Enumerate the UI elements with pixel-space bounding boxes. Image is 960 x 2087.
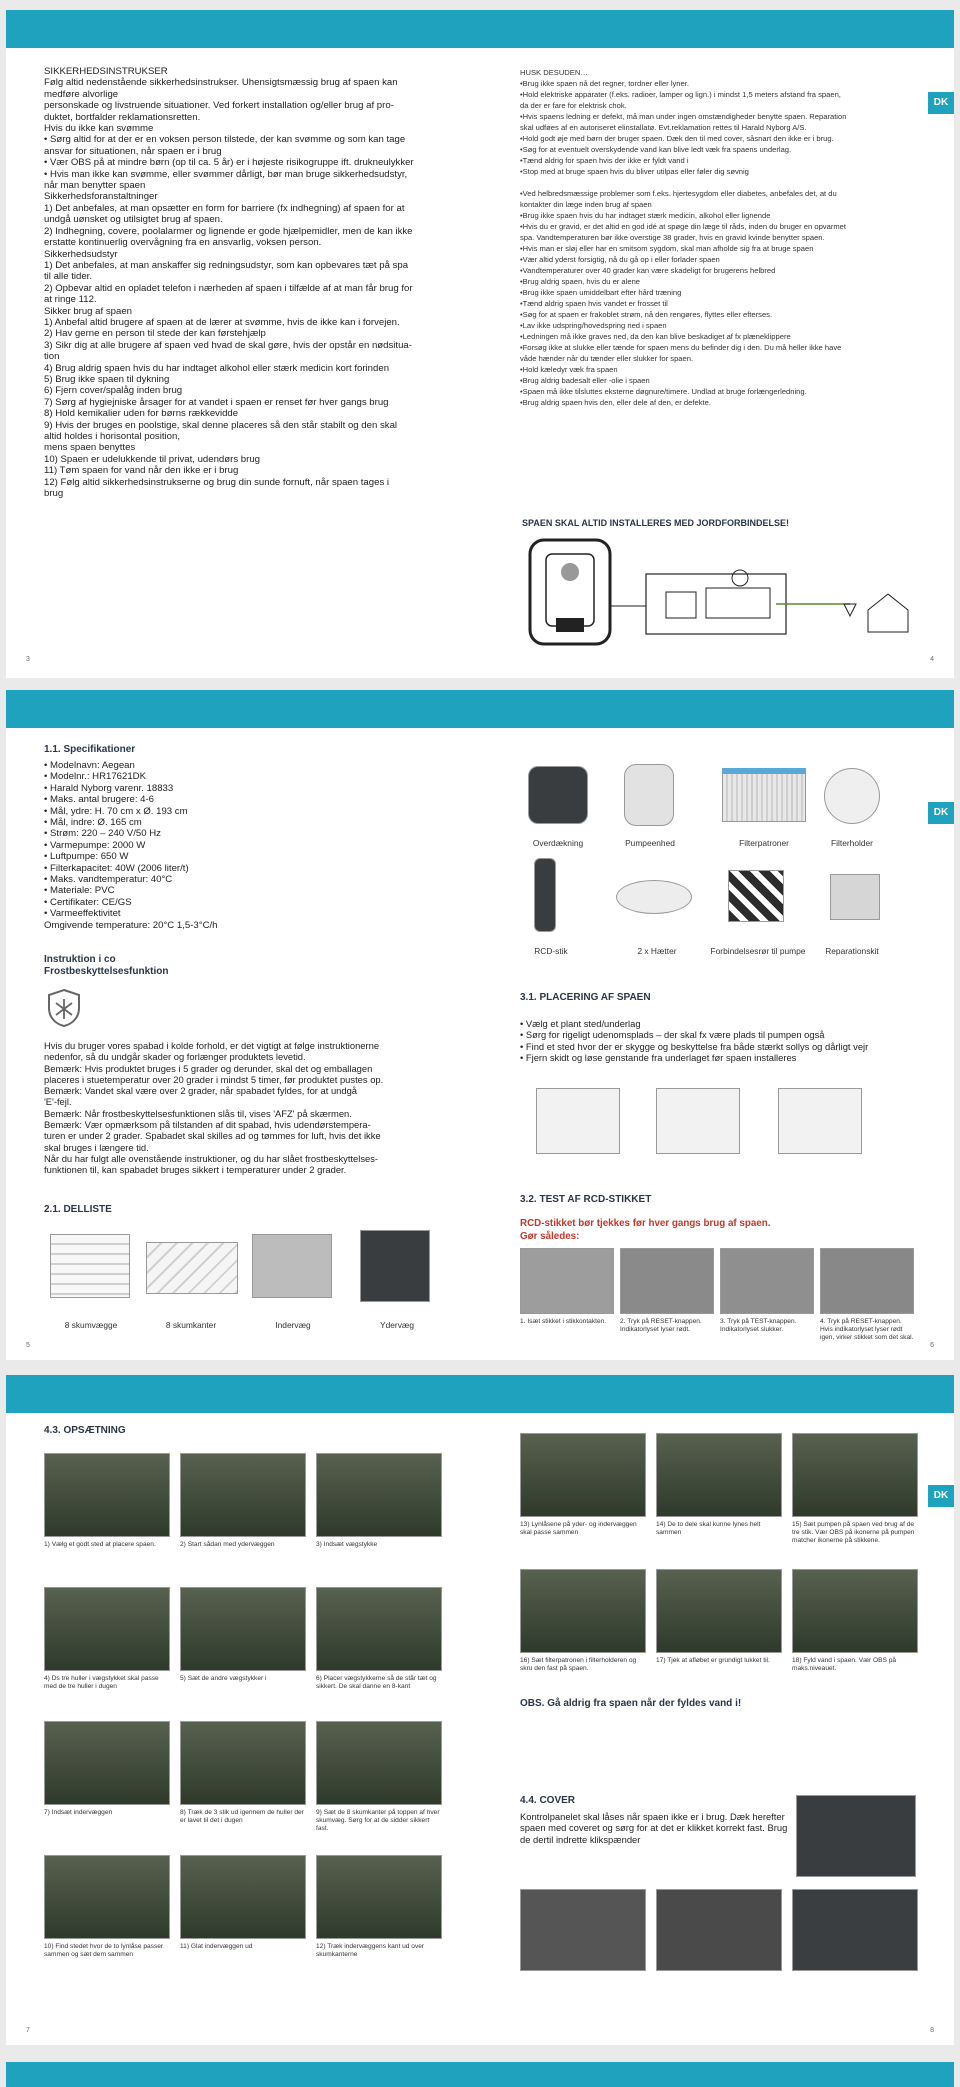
spec-line: • Mål, indre: Ø. 165 cm [44,817,142,829]
frost-instructions [44,1040,434,1176]
cover-image-main [796,1795,916,1877]
rcd-title: 3.2. TEST AF RCD-STIKKET [520,1194,652,1205]
setup-step-caption: 5) Sæt de andre vægstykker i [180,1675,267,1682]
header-bar [6,690,954,728]
frost-line: funktionen til, kan spabadet bruges sikkert i temperaturer under 2 grader. [44,1164,347,1176]
setup-step-photo [180,1721,306,1805]
part-label-2: Indervæg [275,1320,311,1330]
safety-line: 5) Brug ikke spaen til dykning [44,373,170,385]
setup-title: 4.3. OPSÆTNING [44,1425,126,1436]
spec-line: • Filterkapacitet: 40W (2006 liter/t) [44,862,189,874]
remember-line: •Hold elektriske apparater (f.eks. radioer, lamper og lign.) i mindst 1,5 meters afstand fra spaen, [520,90,841,99]
dk-tab: DK [928,92,954,114]
setup-step-photo [316,1721,442,1805]
remember-line: •Hold godt øje med børn der bruger spaen. Dæk den til med cover, såsnart den ikke er i brug. [520,134,834,143]
setup-step-photo [180,1855,306,1939]
spec-line: • Strøm: 220 – 240 V/50 Hz [44,828,161,840]
placement-image-1 [536,1088,620,1154]
safety-line: 1) Anbefal altid brugere af spaen at de lærer at svømme, hvis de ikke kan i forvejen. [44,316,400,328]
setup-step-photo [44,1855,170,1939]
remember-line: •Forsøg ikke at slukke eller tænde for spaen mens du befinder dig i den. Du må heller ikke have [520,343,842,352]
setup-step-caption: 6) Placer vægstykkerne så de står tæt og sikkert. De skal danne en 8-kant [316,1675,437,1690]
remember-line: •Brug ikke spaen umiddelbart efter hård træning [520,288,682,297]
safety-line: 2) Opbevar altid en opladet telefon i nærheden af spaen i tilfælde af at man får brug for [44,282,413,294]
placement-list [520,1018,940,1064]
remember-line: •Hvis man er sløj eller har en smitsom sygdom, skal man afholde sig fra at bruge spaen [520,244,814,253]
page-number-6: 6 [930,1342,934,1349]
spread-specifications [6,690,954,1360]
pump-image [624,764,674,826]
cover-text [520,1811,820,1845]
placement-line: • Vælg et plant sted/underlag [520,1018,641,1029]
rcd-step-caption-1: 1. Isæt stikket i stikkontakten. [520,1318,607,1325]
remember-line: da der er fare for elektrisk chok. [520,101,627,110]
setup-step-photo [180,1453,306,1537]
part-label-3: Ydervæg [380,1320,414,1330]
filter-holder-image [824,768,880,824]
setup-step-caption: 1) Vælg et godt sted at placere spaen. [44,1541,156,1548]
rcd-step-caption-3: 3. Tryk på TEST-knappen. Indikatorlyset slukker. [720,1318,797,1333]
cover-title: 4.4. COVER [520,1795,576,1806]
spec-line: • Varmepumpe: 2000 W [44,839,146,851]
spec-line: • Mål, ydre: H. 70 cm x Ø. 193 cm [44,805,188,817]
cover-line: spaen med coveret og sørg for at det er klikket korrekt fast. Brug [520,1822,788,1834]
safety-line: 10) Spaen er udelukkende til privat, udendørs brug [44,453,260,465]
setup-step-caption: 17) Tjek at afløbet er grundigt lukket til. [656,1657,770,1664]
safety-line: • Vær OBS på at mindre børn (op til ca. 5 år) er i højeste risikogruppe ift. drukneulykker [44,157,414,169]
remember-line: •Vandtemperaturer over 40 grader kan være skadeligt for brugerens helbred [520,266,776,275]
foam-edges-image [146,1242,238,1294]
setup-step-caption: 3) Indsæt vægstykke [316,1541,378,1548]
page-number-3: 3 [26,656,30,663]
cover-line: de dertil indrette klikspænder [520,1833,641,1845]
spec-line: • Materiale: PVC [44,885,115,897]
safety-line: 1) Det anbefales, at man anskaffer sig redningsudstyr, som kan opbevares tæt på spa [44,259,409,271]
part-label-1: 8 skumkanter [165,1320,217,1330]
safety-line: Sikkerhedsudstyr [44,248,118,260]
setup-step-photo [520,1569,646,1653]
remember-line: •Lav ikke udspring/hovedspring ned i spaen [520,321,667,330]
placement-title: 3.1. PLACERING AF SPAEN [520,992,651,1003]
spec-line: • Luftpumpe: 650 W [44,851,129,863]
safety-line: 6) Fjern cover/spalåg inden brug [44,385,183,397]
grounding-title: SPAEN SKAL ALTID INSTALLERES MED JORDFORBINDELSE! [522,518,790,528]
setup-step-photo [656,1433,782,1517]
safety-line: SIKKERHEDSINSTRUKSER [44,66,168,77]
cover-line: Kontrolpanelet skal låses når spaen ikke er i brug. Dæk herefter [520,1811,785,1822]
frost-line: Bemærk: Vær opmærksom på tilstanden af dit spabad, hvis udendørstempera- [44,1119,371,1131]
frost-line: Bemærk: Hvis produktet bruges i 5 grader og derunder, skal det og emballagen [44,1062,373,1074]
filter-cartridges-image [722,768,806,822]
accessory-label-3: Filterholder [831,838,873,848]
setup-step-caption: 8) Træk de 3 stik ud igennem de huller der er lavet til det i dugen [180,1809,304,1824]
cover-image-3 [792,1889,918,1971]
setup-step-photo [44,1453,170,1537]
cover-image [528,766,588,824]
safety-line: 7) Sørg af hygiejniske årsager for at vandet i spaen er renset før hver gangs brug [44,396,389,408]
frost-line: skal bruges i længere tid. [44,1141,149,1153]
parts-title: 2.1. DELLISTE [44,1204,112,1215]
safety-line: 2) Indhegning, covere, poolalarmer og lignende er gode hjælpemidler, men de kan ikke [44,225,413,237]
remember-line: •Tænd aldrig for spaen hvis der ikke er fyldt vand i [520,156,689,165]
frost-line: 'E'-fejl. [44,1096,72,1108]
safety-line: undgå uønsket og utilsigtet brug af spaen. [44,214,223,226]
accessory-label-4: RCD-stik [534,946,568,956]
spec-line: • Harald Nyborg varenr. 18833 [44,782,174,794]
rcd-warning-2: Gør således: [520,1231,580,1242]
safety-line: 11) Tøm spaen for vand når den ikke er i brug [44,465,239,477]
safety-line: til alle tider. [44,271,92,283]
safety-line: 4) Brug aldrig spaen hvis du har indtaget alkohol eller stærk medicin kort forinden [44,362,390,374]
remember-line: HUSK DESUDEN… [520,68,588,77]
safety-line: mens spaen benyttes [44,442,136,454]
safety-line: tion [44,351,60,363]
header-bar [6,10,954,48]
remember-line: •Hold kæledyr væk fra spaen [520,365,618,374]
cover-image-1 [520,1889,646,1971]
frost-line: Hvis du bruger vores spabad i kolde forhold, er det vigtigt at følge instruktionerne [44,1040,380,1051]
safety-line: • Hvis man ikke kan svømme, eller svømmer dårligt, bør man bruge sikkerhedsudstyr, [44,168,408,180]
remember-also-list [520,68,920,409]
remember-line: kontakter din læge inden brug af spaen [520,200,652,209]
frost-line: placeres i stuetemperatur over 20 grader i mindst 5 timer, før produktet pustes op. [44,1073,384,1085]
remember-line: •Ledningen må ikke graves ned, da den kan blive beskadiget af fx plæneklippere [520,332,791,341]
remember-line: •Brug aldrig spaen hvis den, eller dele af den, er defekte. [520,398,711,407]
safety-line: 2) Hav gerne en person til stede der kan førstehjælp [44,328,266,340]
setup-step-caption: 15) Sæt pumpen på spaen ved brug af de tre stik. Vær OBS på ikonerne på pumpen matcher ikonerne på stikkene. [792,1521,915,1544]
safety-line: Sikker brug af spaen [44,305,132,317]
setup-step-caption: 16) Sæt filterpatronen i filterholderen og skru den fast på spaen. [520,1657,637,1672]
safety-line: 1) Det anbefales, at man opsætter en form for barriere (fx indhegning) af spaen for at [44,202,405,214]
accessory-label-2: Filterpatroner [739,838,789,848]
remember-line: •Brug aldrig spaen, hvis du er alene [520,277,641,286]
accessory-label-6: Forbindelsesrør til pumpe [710,946,806,956]
outer-wall-image [360,1230,430,1302]
setup-step-caption: 18) Fyld vand i spaen. Vær OBS på maks.niveauet. [792,1657,897,1672]
rcd-step-image-4 [820,1248,914,1314]
safety-line: 3) Sikr dig at alle brugere af spaen ved hvad de skal gøre, hvis der opstår en nødsitua- [44,339,412,351]
setup-step-caption: 12) Træk indervæggens kant ud over skumkanterne [316,1943,425,1958]
spread-safety [6,10,954,678]
spec-line: • Certifikater: CE/GS [44,896,132,908]
spec-line: • Maks. vandtemperatur: 40°C [44,874,173,886]
setup-step-photo [316,1855,442,1939]
setup-step-caption: 11) Glat indervæggen ud [180,1943,253,1950]
safety-line: når man benytter spaen [44,180,146,192]
remember-line: •Søg for at spaen er frakoblet strøm, nå den rengøres, flyttes eller efterses. [520,310,773,319]
safety-line: 8) Hold kemikalier uden for børns rækkevidde [44,408,239,420]
spec-line: • Varmeeffektivitet [44,908,121,920]
remember-line: •Søg for at eventuelt overskydende vand kan blive ledt væk fra spaens underlag. [520,145,792,154]
spec-title: 1.1. Specifikationer [44,744,136,755]
placement-image-2 [656,1088,740,1154]
remember-line: •Spaen må ikke tilsluttes eksterne døgnure/timere. Undlad at bruge forlængerledning. [520,387,807,396]
safety-line: • Sørg altid for at der er en voksen person tilstede, der kan svømme og som kan tage [44,134,406,146]
setup-step-caption: 13) Lynlåsene på yder- og indervæggen skal passe sammen [520,1521,637,1536]
pump-connectors-image [728,870,784,922]
dk-tab: DK [928,1485,954,1507]
setup-step-photo [180,1587,306,1671]
remember-line: •Stop med at bruge spaen hvis du bliver utilpas eller føler dig søvnig [520,167,749,176]
snowflake-shield-icon [46,988,82,1028]
repair-kit-image [830,874,880,920]
safety-line: at ringe 112. [44,294,97,306]
spec-line: • Modelnavn: Aegean [44,760,135,771]
remember-line: •Hvis du er gravid, er det altid en god idé at spøge din læge til råds, inden du bruger en opvarmet [520,222,847,231]
remember-line: •Brug ikke spaen hvis du har indtaget stærk medicin, alkohol eller lignende [520,211,771,220]
remember-line: skal udføes af en autoriseret elinstallatø. Evt.reklamation rettes til Harald Nyborg A/S. [520,123,807,132]
remember-line: •Brug ikke spaen nå det regner, tordner eller lyner. [520,79,689,88]
setup-step-caption: 4) Ds tre huller i vægstykket skal passe med de tre huller i dugen [44,1675,159,1690]
accessory-label-1: Pumpeenhed [625,838,675,848]
frost-title-1: Instruktion i co [44,954,116,965]
rcd-step-image-3 [720,1248,814,1314]
placement-line: • Sørg for rigeligt udenomsplads – der skal fx være plads til pumpen også [520,1029,825,1041]
accessory-label-0: Overdækning [532,838,584,848]
frost-line: Bemærk: Vandet skal være over 2 grader, når spabadet fyldes, for at undgå [44,1085,358,1097]
safety-line: ansvar for situationen, når spaen er i brug [44,145,222,157]
footer-bar [6,2062,954,2087]
part-label-0: 8 skumvægge [64,1320,118,1330]
frost-line: Når du har fulgt alle ovenstående instruktioner, og du har slået frostbeskyttelses- [44,1152,379,1164]
accessory-label-5: 2 x Hætter [637,946,677,956]
setup-step-photo [520,1433,646,1517]
caps-image [616,880,692,914]
safety-line: medføre alvorlige [44,88,119,100]
frost-line: turen er under 2 grader. Spabadet skal skilles ad og tømmes for luft, hvis det ikke [44,1130,381,1142]
cover-image-2 [656,1889,782,1971]
page-number-5: 5 [26,1342,30,1349]
placement-line: • Find et sted hvor der er skygge og beskyttelse fra både stærkt sollys og dårligt vejr [520,1040,869,1052]
rcd-step-image-1 [520,1248,614,1314]
setup-step-caption: 2) Start sådan med ydervæggen [180,1541,275,1548]
inner-wall-image [252,1234,332,1298]
safety-line: Hvis du ikke kan svømme [44,123,154,135]
safety-line: 12) Følg altid sikkerhedsinstrukserne og brug din sunde fornuft, når spaen tages i [44,476,390,488]
remember-line [520,178,920,189]
safety-line: personskade og livstruende situationer. Ved forkert installation og/eller brug af pro- [44,100,394,112]
remember-line: •Brug aldrig badesalt eller -olie i spaen [520,376,650,385]
safety-instructions [44,66,464,499]
remember-line: •Ved helbredsmæssige problemer som f.eks. hjertesygdom eller diabetes, anbefales det, at du [520,189,837,198]
safety-line: brug [44,488,64,500]
setup-step-photo [656,1569,782,1653]
setup-step-caption: 7) Indsæt indervæggen [44,1809,113,1816]
accessory-label-7: Reparationskit [825,946,879,956]
frost-line: Bemærk: Når frostbeskyttelsesfunktionen slås til, vises 'AFZ' på skærmen. [44,1107,352,1119]
frost-line: nedenfor, så du undgår skader og forlænger produktets levetid. [44,1051,306,1063]
grounding-diagram [526,532,916,652]
placement-line: • Fjern skidt og løse genstande fra underlaget før spaen installeres [520,1052,797,1064]
setup-step-photo [44,1721,170,1805]
setup-step-photo [44,1587,170,1671]
remember-line: spa. Vandtemperaturen bør ikke overstige 38 grader, hvis en gravid kvinde benytter spaen. [520,233,825,242]
safety-line: Sikkerhedsforanstaltninger [44,191,158,203]
page-number-4: 4 [930,656,934,663]
spec-line: • Modelnr.: HR17621DK [44,771,147,783]
remember-line: •Hvis spaens ledning er defekt, må man under ingen omstændigheder benytte spaen. Reparation [520,112,847,121]
safety-line: altid holdes i horisontal position, [44,431,180,442]
spec-list [44,760,404,931]
spec-line: • Maks. antal brugere: 4-6 [44,794,155,806]
page-number-7: 7 [26,2027,30,2034]
spread-setup [6,1375,954,2045]
remember-line: •Vær altid yderst forsigtig, nå du gå op i eller forlader spaen [520,255,720,264]
setup-step-caption: 10) Find stedet hvor de to lynlåse passer sammen og sæt dem sammen [44,1943,164,1958]
setup-step-photo [316,1453,442,1537]
setup-step-caption: 9) Sæt de 8 skumkanter på toppen af hver skumvæg. Sørg for at de sidder sikkert fast. [316,1809,440,1832]
rcd-step-caption-4: 4. Tryk på RESET-knappen. Hvis indikatorlyset lyser rødt igen, virker stikket som det skal. [820,1318,914,1341]
setup-step-photo [316,1587,442,1671]
safety-line: Følg altid nedenstående sikkerhedsinstrukser. Uhensigtsmæssig brug af spaen kan [44,77,398,89]
rcd-warning-1: RCD-stikket bør tjekkes før hver gangs brug af spaen. [520,1218,771,1229]
rcd-step-caption-2: 2. Tryk på RESET-knappen. Indikatorlyset lyser rødt. [620,1318,702,1333]
header-bar [6,1375,954,1413]
foam-walls-image [50,1234,130,1298]
obs-warning: OBS. Gå aldrig fra spaen når der fyldes vand i! [520,1698,742,1709]
rcd-plug-image [534,858,556,932]
safety-line: 9) Hvis der bruges en poolstige, skal denne placeres så den står stabilt og den skal [44,419,398,431]
remember-line: våde hænder når du tænder eller slukker for spaen. [520,354,694,363]
setup-step-photo [792,1569,918,1653]
frost-title-2: Frostbeskyttelsesfunktion [44,966,169,977]
remember-line: •Tænd aldrig spaen hvis vandet er frosset til [520,299,668,308]
page-number-8: 8 [930,2027,934,2034]
setup-step-caption: 14) De to dele skal kunne lynes helt sammen [656,1521,761,1536]
dk-tab: DK [928,802,954,824]
placement-image-3 [778,1088,862,1154]
safety-line: duktet, bortfalder reklamationsretten. [44,111,201,123]
spec-line: Omgivende temperature: 20°C 1,5-3°C/h [44,919,218,931]
setup-step-photo [792,1433,918,1517]
safety-line: erstatte kontinuerlig overvågning fra en ansvarlig, voksen person. [44,237,322,249]
rcd-step-image-2 [620,1248,714,1314]
